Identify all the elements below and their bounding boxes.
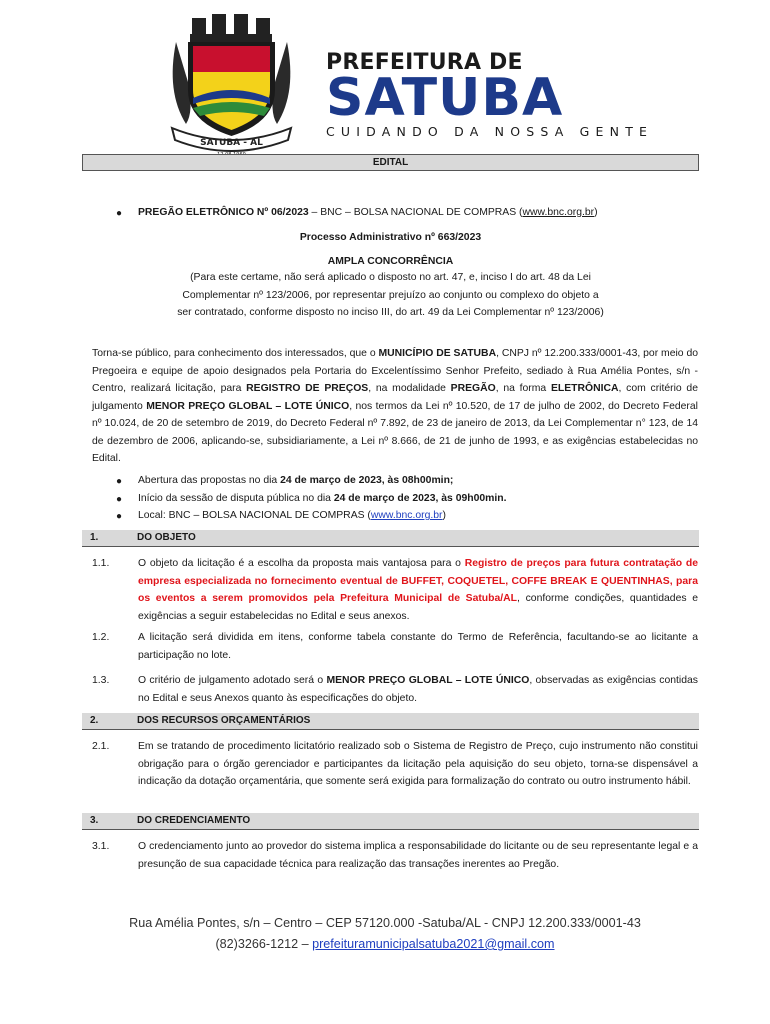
bullet-icon: ● (116, 476, 123, 487)
pregao-close: ) (594, 207, 598, 218)
footer-contact (0, 937, 770, 951)
schedule-abertura: Abertura das propostas no dia 24 de março de 2023, às 08h00min; (138, 475, 454, 486)
municipio-name: MUNICÍPIO DE SATUBA (378, 348, 497, 359)
bnc-link[interactable]: www.bnc.org.br (522, 207, 595, 218)
section-title: DO OBJETO (137, 532, 196, 543)
item-number: 3.1. (92, 841, 110, 852)
objeto-highlight: Registro de preços para futura contratação de empresa especializada no fornecimento eventual de BUFFET, COQUETEL, COFFE BREAK E QUENTINHAS, para os eventos a serem promovidos pela Prefeitura Municipal de Satuba/AL (138, 558, 699, 604)
paren-line-2: Complementar nº 123/2006, por representar prejuízo ao conjunto ou complexo do objeto a (182, 290, 599, 301)
crest-ribbon-text: SATUBA - AL (200, 138, 263, 148)
item-number: 1.2. (92, 632, 110, 643)
section-title: DOS RECURSOS ORÇAMENTÁRIOS (137, 715, 311, 726)
letterhead (150, 12, 670, 160)
edital-title: EDITAL (372, 157, 409, 168)
brand-wordmark (326, 52, 666, 139)
processo-administrativo: Processo Administrativo nº 663/2023 (299, 232, 482, 243)
section-number: 3. (90, 815, 99, 826)
item-number: 2.1. (92, 741, 110, 752)
brand-prefeitura: PREFEITURA DE (326, 50, 523, 75)
section-number: 2. (90, 715, 99, 726)
intro-paragraph: Torna-se público, para conhecimento dos interessados, que o MUNICÍPIO DE SATUBA, CNPJ nº 12.200.333/0001-43, por meio do Pregoeira e equipe de apoio designados pela Portaria do Excelentíssimo Senhor Prefeito, sediado à Rua Amélia Pontes, s/n - Centro, realizará licitação, para REGISTRO DE PREÇOS, na modalidade PREGÃO, na forma ELETRÔNICA, com critério de julgamento MENOR PREÇO GLOBAL – LOTE ÚNICO, nos termos da Lei nº 10.520, de 17 de julho de 2002, do Decreto Federal nº 10.024, de 20 de setembro de 2019, do Decreto Federal nº 7.892, de 23 de janeiro de 2013, da Lei Complementar n° 123, de 14 de dezembro de 2006, aplicando-se, subsidiariamente, a Lei nº 8.666, de 21 de junho de 1993, e as exigências estabelecidas no Edital. (92, 348, 699, 464)
footer-phone: (82)3266-1212 – (215, 937, 313, 951)
paren-line-1: (Para este certame, não será aplicado o disposto no art. 47, e, inciso I do art. 48 da Lei (190, 272, 591, 283)
item-number: 1.1. (92, 558, 110, 569)
item-number: 1.3. (92, 675, 110, 686)
section-3-header (82, 813, 699, 830)
bnc-link[interactable]: www.bnc.org.br (370, 510, 443, 521)
item-1-1: O objeto da licitação é a escolha da proposta mais vantajosa para o Registro de preços para futura contratação de empresa especializada no fornecimento eventual de BUFFET, COQUETEL, COFFE BREAK E QUENTINHAS, para os eventos a serem promovidos pela Prefeitura Municipal de Satuba/AL, conforme condições, quantidades e exigências a seguir estabelecidas no Edital e seus anexos. (138, 558, 699, 622)
item-1-2: A licitação será dividida em itens, conforme tabela constante do Termo de Referência, facultando-se ao licitante a participação no lote. (138, 632, 698, 661)
footer-address: Rua Amélia Pontes, s/n – Centro – CEP 57120.000 -Satuba/AL - CNPJ 12.200.333/0001-43 (129, 916, 641, 930)
schedule-local: Local: BNC – BOLSA NACIONAL DE COMPRAS (www.bnc.org.br) (138, 510, 446, 521)
section-1-header (82, 530, 699, 547)
bullet-icon: ● (116, 494, 123, 505)
pregao-line (138, 204, 698, 222)
pregao-platform: – BNC – BOLSA NACIONAL DE COMPRAS ( (308, 207, 523, 218)
section-title: DO CREDENCIAMENTO (137, 815, 251, 826)
section-number: 1. (90, 532, 99, 543)
forma: ELETRÔNICA (550, 383, 619, 394)
criterio: MENOR PREÇO GLOBAL – LOTE ÚNICO (146, 400, 350, 412)
section-2-header (82, 713, 699, 730)
brand-satuba: SATUBA (326, 68, 564, 128)
pregao-number: PREGÃO ELETRÔNICO Nº 06/2023 (138, 207, 309, 218)
bullet-icon: ● (116, 511, 123, 522)
item-2-1: Em se tratando de procedimento licitatório realizado sob o Sistema de Registro de Preço, cujo instrumento não constitui obrigação para o órgão gerenciador e participantes da licitação pela aquisição do seu objeto, torna-se dispensável a indicação da dotação orçamentária, que somente será exigida para formalização do contrato ou outro instrumento hábil. (138, 741, 698, 787)
bullet-icon: ● (116, 208, 123, 219)
footer-email-link[interactable]: prefeituramunicipalsatuba2021@gmail.com (312, 937, 555, 951)
schedule-sessao: Início da sessão de disputa pública no dia 24 de março de 2023, às 09h00min. (138, 493, 507, 504)
item-1-3: O critério de julgamento adotado será o MENOR PREÇO GLOBAL – LOTE ÚNICO, observadas as exigências contidas no Edital e seus Anexos quanto às especificações do objeto. (138, 675, 698, 704)
paren-line-3: ser contratado, conforme disposto no inciso III, do art. 49 da Lei Complementar nº 123/2006) (177, 307, 604, 318)
municipal-crest-icon (164, 12, 299, 160)
brand-slogan: CUIDANDO DA NOSSA GENTE (326, 124, 654, 139)
registro-precos: REGISTRO DE PREÇOS (246, 383, 369, 394)
ampla-concorrencia: AMPLA CONCORRÊNCIA (327, 256, 454, 267)
modalidade: PREGÃO (450, 383, 496, 394)
item-3-1: O credenciamento junto ao provedor do sistema implica a responsabilidade do licitante ou de seu representante legal e a presunção de sua capacidade técnica para realização das transações inerentes ao Pregão. (138, 841, 698, 870)
edital-title-bar (82, 154, 699, 171)
